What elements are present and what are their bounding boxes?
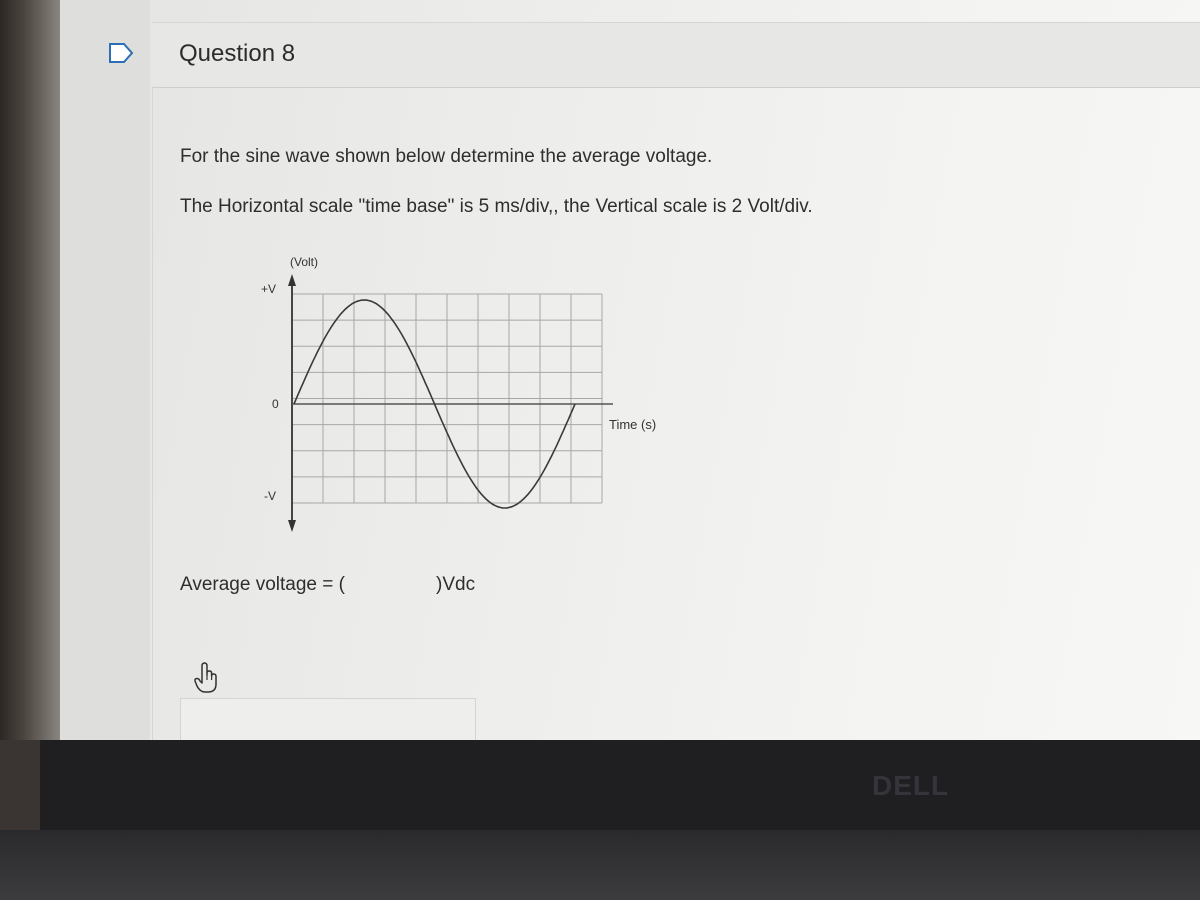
laptop-base: [0, 830, 1200, 900]
answer-prefix: Average voltage = (: [180, 574, 345, 595]
question-title: Question 8: [179, 40, 296, 67]
question-header: [152, 22, 1200, 88]
screen: [60, 0, 1200, 740]
hand-pointer-icon: [193, 662, 219, 694]
x-axis-label: Time (s): [609, 417, 657, 432]
question-body: [152, 86, 1200, 740]
tick-label-zero: 0: [272, 397, 279, 411]
question-sidebar: [60, 0, 150, 740]
question-prompt: For the sine wave shown below determine the average voltage.: [180, 146, 713, 167]
tick-label-plus-v: +V: [261, 282, 277, 296]
flag-icon[interactable]: [108, 42, 134, 64]
answer-unit: )Vdc: [436, 574, 476, 595]
dell-logo: DELL: [872, 770, 950, 801]
question-scale-info: The Horizontal scale "time base" is 5 ms/div,, the Vertical scale is 2 Volt/div.: [180, 196, 813, 217]
y-axis-arrow-up: [288, 274, 296, 286]
average-voltage-input[interactable]: [380, 570, 432, 598]
sine-wave-figure: [183, 246, 657, 546]
y-axis-arrow-down: [288, 520, 296, 532]
tick-label-minus-v: -V: [264, 489, 276, 503]
laptop-left-edge: [0, 0, 60, 740]
y-axis-label: (Volt): [290, 255, 319, 269]
answer-text-box[interactable]: [180, 698, 476, 744]
grid: [292, 294, 602, 503]
laptop-bezel: [40, 740, 1200, 830]
